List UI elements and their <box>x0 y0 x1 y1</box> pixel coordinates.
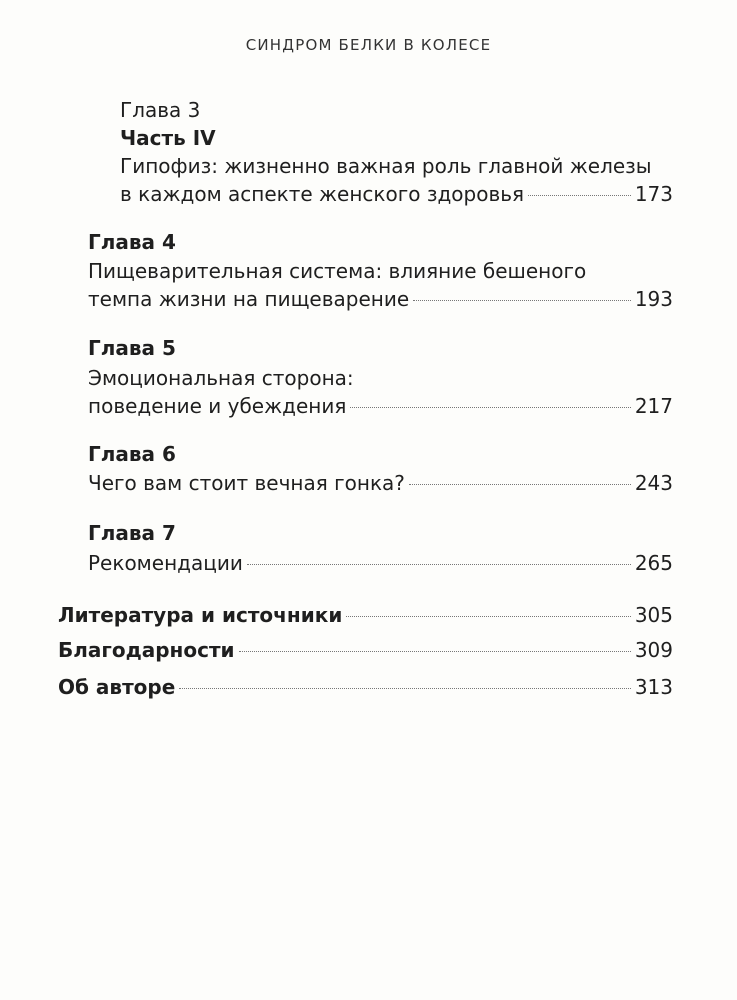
chapter-3-heading: Глава 3 <box>120 98 201 122</box>
chapter-4-title-line-2: темпа жизни на пищеварение <box>88 287 410 311</box>
chapter-7-page-number: 265 <box>634 551 673 575</box>
chapter-7-title: Рекомендации <box>88 551 243 575</box>
chapter-5-heading: Глава 5 <box>88 336 176 360</box>
running-head: СИНДРОМ БЕЛКИ В КОЛЕСЕ <box>245 36 492 54</box>
dot-leader <box>239 651 631 652</box>
back-matter-about-author[interactable] <box>58 673 673 701</box>
chapter-5-toc-line[interactable] <box>88 392 673 420</box>
chapter-3-title-line-2: в каждом аспекте женского здоровья <box>120 182 525 206</box>
chapter-6-heading: Глава 6 <box>88 442 176 466</box>
chapter-4-toc-line[interactable] <box>88 285 673 313</box>
dot-leader <box>247 564 631 565</box>
dot-leader <box>179 688 631 689</box>
chapter-7-heading: Глава 7 <box>88 521 176 545</box>
dot-leader <box>350 407 630 408</box>
chapter-4-heading: Глава 4 <box>88 230 176 254</box>
chapter-3-page-number: 173 <box>634 182 673 206</box>
chapter-3-toc-line[interactable] <box>120 180 673 208</box>
dot-leader <box>413 300 631 301</box>
chapter-6-page-number: 243 <box>634 471 673 495</box>
back-matter-page-number: 305 <box>634 603 673 627</box>
back-matter-page-number: 313 <box>634 675 673 699</box>
chapter-4-page-number: 193 <box>634 287 673 311</box>
back-matter-literature[interactable] <box>58 601 673 629</box>
chapter-7-toc-line[interactable] <box>88 549 673 577</box>
back-matter-acknowledgements[interactable] <box>58 636 673 664</box>
chapter-3-title-line-1: Гипофиз: жизненно важная роль главной железы <box>120 154 652 178</box>
dot-leader <box>409 484 631 485</box>
chapter-5-page-number: 217 <box>634 394 673 418</box>
back-matter-title: Благодарности <box>58 638 235 662</box>
back-matter-page-number: 309 <box>634 638 673 662</box>
back-matter-title: Об авторе <box>58 675 176 699</box>
chapter-3-part: Часть IV <box>120 126 216 150</box>
back-matter-title: Литература и источники <box>58 603 343 627</box>
chapter-6-title: Чего вам стоит вечная гонка? <box>88 471 405 495</box>
chapter-5-title-line-1: Эмоциональная сторона: <box>88 366 354 390</box>
dot-leader <box>528 195 631 196</box>
chapter-4-title-line-1: Пищеварительная система: влияние бешеного <box>88 259 587 283</box>
dot-leader <box>346 616 630 617</box>
chapter-5-title-line-2: поведение и убеждения <box>88 394 347 418</box>
chapter-6-toc-line[interactable] <box>88 469 673 497</box>
